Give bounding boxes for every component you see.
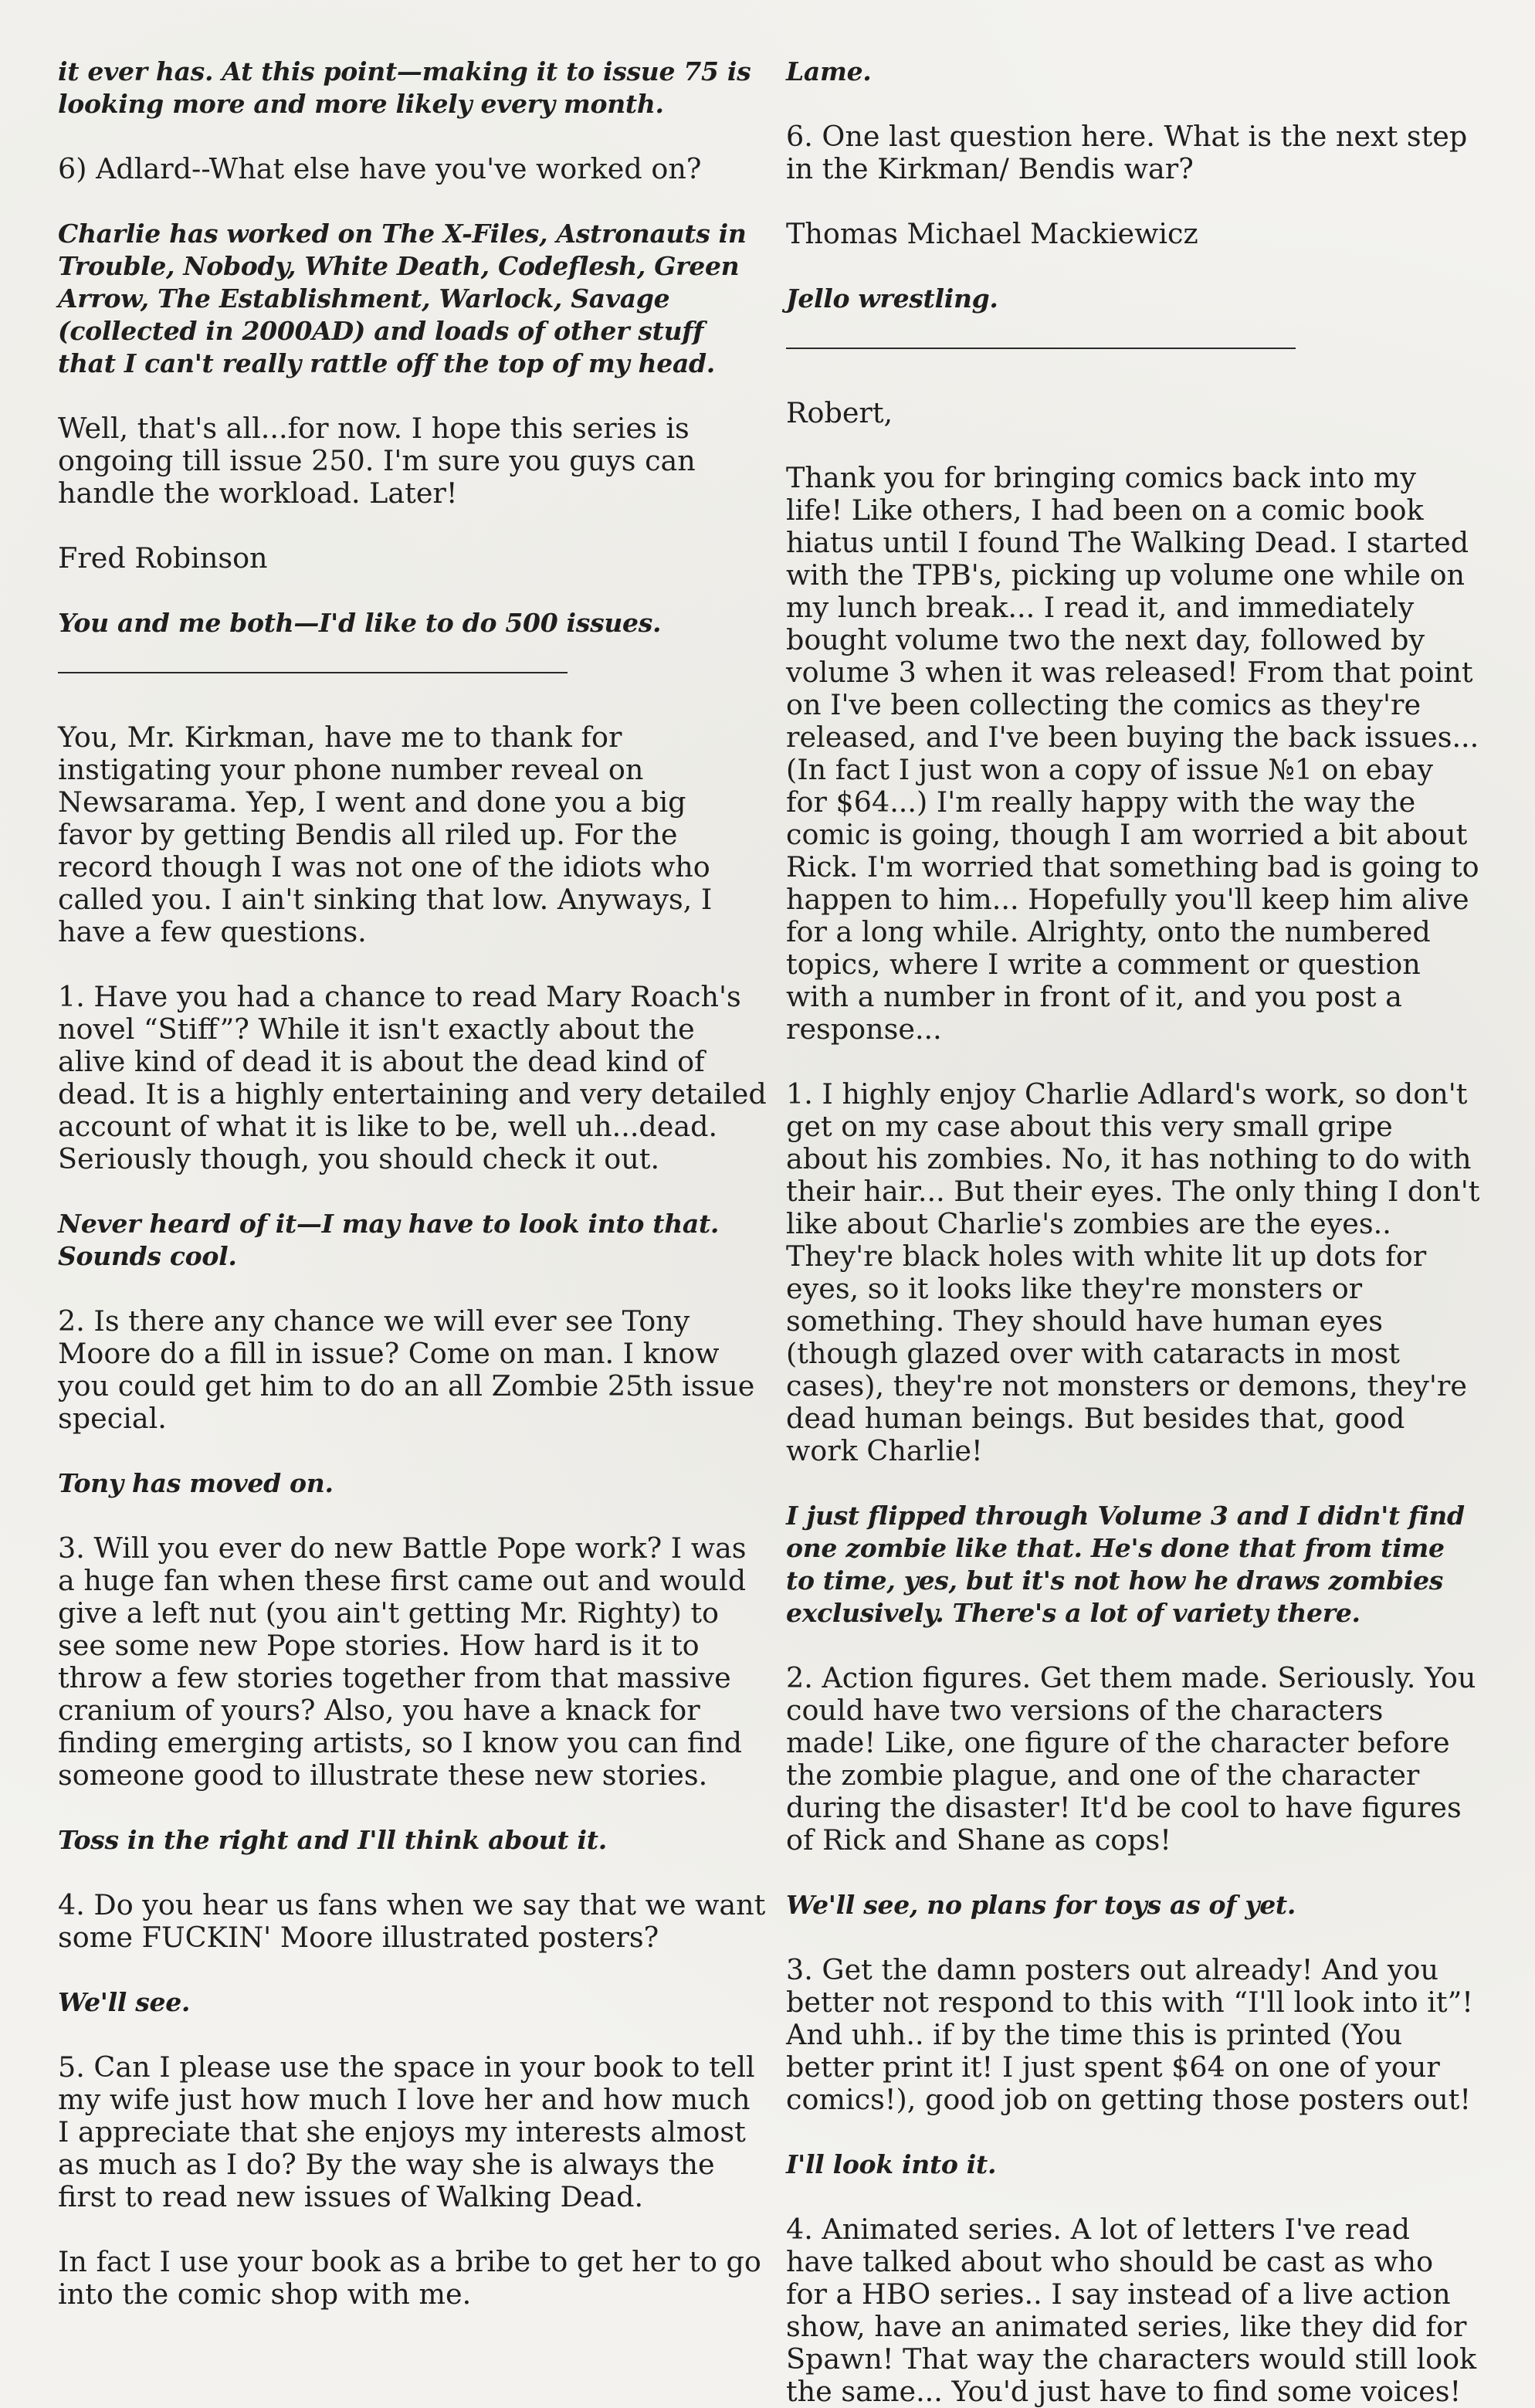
letter-separator <box>786 348 1296 349</box>
letter-separator <box>58 672 568 673</box>
letter-text: 1. Have you had a chance to read Mary Roach's novel “Stiff”? While it isn't exactly about the alive kind of dead it is about the dead kind of dead. It is a highly entertaining and very detailed account of what it is like to be, well uh...dead. Seriously though, you should check it out. <box>58 980 767 1175</box>
signature: Fred Robinson <box>58 541 268 575</box>
letter-text: 4. Animated series. A lot of letters I've read have talked about who should be cast as who for a HBO series.. I say instead of a live action show, have an animated series, like they did for Spawn! That way the characters would still look the same... You'd just have to find some voices! <box>786 2213 1477 2408</box>
reply-text: I'll look into it. <box>786 2149 997 2179</box>
letter-text: 2. Is there any chance we will ever see Tony Moore do a fill in issue? Come on man. I know you could get him to do an all Zombie 25th issue special. <box>58 1304 755 1435</box>
reply-text: Charlie has worked on The X-Files, Astronauts in Trouble, Nobody, White Death, Codeflesh, Green Arrow, The Establishment, Warlock, Savage (collected in 2000AD) and loads of other stuff that I can't really rattle off the top of my head. <box>58 219 747 378</box>
reply-text: We'll see, no plans for toys as of yet. <box>786 1890 1296 1920</box>
letter-text: 6. One last question here. What is the next step in the Kirkman/ Bendis war? <box>786 120 1468 185</box>
letter-text: Well, that's all...for now. I hope this series is ongoing till issue 250. I'm sure you guys can handle the workload. Later! <box>58 412 696 510</box>
left-column <box>58 56 768 2337</box>
reply-text: Tony has moved on. <box>58 1468 334 1498</box>
letter-text: Thank you for bringing comics back into my life! Like others, I had been on a comic book hiatus until I found The Walking Dead. I started with the TPB's, picking up volume one while on my lunch break... I read it, and immediately bought volume two the next day, followed by volume 3 when it was released! From that point on I've been collecting the comics as they're released, and I've been buying the back issues... (In fact I just won a copy of issue №1 on ebay for $64...) I'm really happy with the way the comic is going, though I am worried a bit about Rick. I'm worried that something bad is going to happen to him... Hopefully you'll keep him alive for a long while. Alrighty, onto the numbered topics, where I write a comment or question with a number in front of it, and you post a response... <box>786 461 1479 1046</box>
reply-text: it ever has. At this point—making it to issue 75 is looking more and more likely every month. <box>58 56 751 119</box>
reply-text: Lame. <box>786 56 872 86</box>
reply-text: We'll see. <box>58 1987 191 2017</box>
letter-text: 2. Action figures. Get them made. Seriously. You could have two versions of the characters made! Like, one figure of the character before the zombie plague, and one of the character during the disaster! It'd be cool to have figures of Rick and Shane as cops! <box>786 1661 1476 1857</box>
letter-text: In fact I use your book as a bribe to get her to go into the comic shop with me. <box>58 2245 761 2311</box>
letter-text: 1. I highly enjoy Charlie Adlard's work, so don't get on my case about this very small gripe about his zombies. No, it has nothing to do with their hair... But their eyes. The only thing I don't like about Charlie's zombies are the eyes.. They're black holes with white lit up dots for eyes, so it looks like they're monsters or something. They should have human eyes (though glazed over with cataracts in most cases), they're not monsters or demons, they're dead human beings. But besides that, good work Charlie! <box>786 1077 1480 1467</box>
letter-text: 5. Can I please use the space in your book to tell my wife just how much I love her and how much I appreciate that she enjoys my interests almost as much as I do? By the way she is always the first to read new issues of Walking Dead. <box>58 2050 755 2213</box>
letter-text: You, Mr. Kirkman, have me to thank for instigating your phone number reveal on Newsarama. Yep, I went and done you a big favor by getting Bendis all riled up. For the record though I was not one of the idiots who called you. I ain't sinking that low. Anyways, I have a few questions. <box>58 721 713 948</box>
reply-text: Jello wrestling. <box>786 283 998 314</box>
letter-text: 3. Get the damn posters out already! And you better not respond to this with “I'll look into it”! And uhh.. if by the time this is printed (You better print it! I just spent $64 on one of your comics!), good job on getting those posters out! <box>786 1953 1473 2116</box>
letter-text: 4. Do you hear us fans when we say that we want some FUCKIN' Moore illustrated posters? <box>58 1888 766 1954</box>
reply-text: Toss in the right and I'll think about it. <box>58 1825 607 1855</box>
reply-text: I just flipped through Volume 3 and I didn't find one zombie like that. He's done that from time to time, yes, but it's not how he draws zombies exclusively. There's a lot of variety there. <box>786 1501 1465 1628</box>
signature: Thomas Michael Mackiewicz <box>786 217 1198 250</box>
salutation: Robert, <box>786 396 893 429</box>
letter-text: 6) Adlard--What else have you've worked on? <box>58 152 702 185</box>
letter-text: 3. Will you ever do new Battle Pope work? I was a huge fan when these first came out and would give a left nut (you ain't getting Mr. Righty) to see some new Pope stories. How hard is it to throw a few stories together from that massive cranium of yours? Also, you have a knack for finding emerging artists, so I know you can find someone good to illustrate these new stories. <box>58 1531 747 1792</box>
reply-text: You and me both—I'd like to do 500 issues. <box>58 608 662 638</box>
reply-text: Never heard of it—I may have to look into that. Sounds cool. <box>58 1209 720 1271</box>
right-column <box>786 56 1481 2408</box>
